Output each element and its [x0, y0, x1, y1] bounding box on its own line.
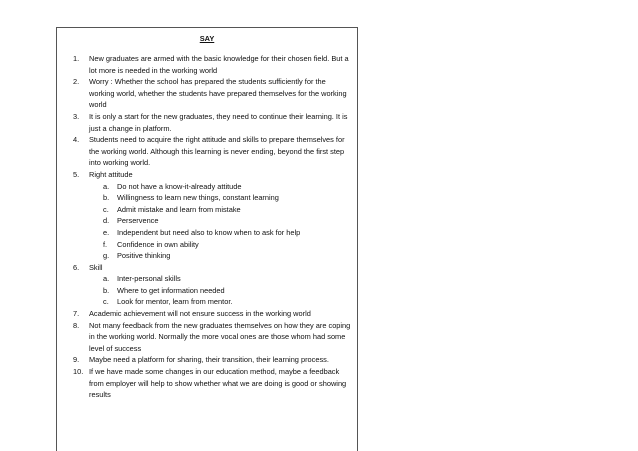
list-item-text: Worry : Whether the school has prepared the students sufficiently for the working world, whether the students have prepared themselves for the working world	[89, 77, 347, 110]
sub-list-item-letter: c.	[103, 204, 109, 214]
list-item	[57, 111, 357, 134]
list-item-number: 5.	[73, 169, 80, 179]
sub-list-item-letter: c.	[103, 297, 109, 307]
list-item-text: If we have made some changes in our education method, maybe a feedback from employer will help to show whether what we are doing is good or showing results	[89, 367, 347, 400]
sub-list-item-text: Inter-personal skills	[117, 274, 181, 284]
sub-list-item	[57, 239, 357, 251]
list-item	[57, 76, 357, 111]
sub-list-item	[57, 204, 357, 216]
sub-list-item-text: Positive thinking	[117, 251, 171, 261]
document-page	[56, 27, 358, 451]
sub-list-item-letter: a.	[103, 274, 110, 284]
sub-list-item-text: Perservence	[117, 216, 159, 226]
list-item-number: 2.	[73, 77, 80, 87]
sub-list-item-text: Admit mistake and learn from mistake	[117, 204, 241, 214]
list-item-text: Skill	[89, 262, 103, 272]
list-item-number: 6.	[73, 262, 80, 272]
list-item-number: 8.	[73, 320, 80, 330]
sub-list-item	[57, 215, 357, 227]
list-item-number: 4.	[73, 135, 80, 145]
list-item-text: Right attitude	[89, 169, 133, 179]
numbered-list	[57, 53, 357, 401]
list-item	[57, 366, 357, 401]
sub-list-item-letter: b.	[103, 285, 110, 295]
list-item-number: 10.	[73, 367, 84, 377]
sub-list-item-text: Do not have a know-it-already attitude	[117, 181, 242, 191]
sub-list-item-letter: f.	[103, 239, 108, 249]
sub-list-item-text: Willingness to learn new things, constant learning	[117, 193, 279, 203]
list-item-number: 9.	[73, 355, 80, 365]
list-item	[57, 354, 357, 366]
document-title: SAY	[199, 34, 215, 43]
list-item	[57, 262, 357, 274]
sub-list-item	[57, 227, 357, 239]
sub-list-item-text: Where to get information needed	[117, 285, 225, 295]
list-item	[57, 134, 357, 169]
sub-list-item	[57, 192, 357, 204]
list-item-text: It is only a start for the new graduates, they need to continue their learning. It is just a change in platform.	[89, 111, 348, 133]
list-item-text: Maybe need a platform for sharing, their transition, their learning process.	[89, 355, 329, 365]
list-item-text: Not many feedback from the new graduates themselves on how they are coping in the working world. Normally the more vocal ones are those whom had some level of success	[89, 320, 351, 353]
sub-list-item	[57, 296, 357, 308]
sub-list-item-letter: a.	[103, 181, 110, 191]
sub-list-item	[57, 285, 357, 297]
sub-list-item-letter: b.	[103, 193, 110, 203]
list-item-text: New graduates are armed with the basic knowledge for their chosen field. But a lot more is needed in the working world	[89, 54, 349, 75]
list-item-number: 1.	[73, 54, 80, 63]
list-item	[57, 320, 357, 355]
list-item	[57, 308, 357, 320]
sub-list-item	[57, 181, 357, 193]
list-item-text: Students need to acquire the right attitude and skills to prepare themselves for the working world. Although this learning is never ending, beyond the first step into working world.	[89, 135, 345, 168]
list-item-text: Academic achievement will not ensure success in the working world	[89, 309, 311, 319]
list-item	[57, 169, 357, 181]
list-item	[57, 53, 357, 76]
sub-list-item-text: Confidence in own ability	[117, 239, 199, 249]
sub-list-item-text: Look for mentor, learn from mentor.	[117, 297, 233, 307]
sub-list-item	[57, 250, 357, 262]
sub-list-item	[57, 273, 357, 285]
sub-list-item-letter: g.	[103, 251, 110, 261]
sub-list-item-letter: e.	[103, 227, 110, 237]
sub-list-item-text: Independent but need also to know when to ask for help	[117, 227, 301, 237]
list-item-number: 7.	[73, 309, 80, 319]
sub-list-item-letter: d.	[103, 216, 110, 226]
list-item-number: 3.	[73, 111, 80, 121]
